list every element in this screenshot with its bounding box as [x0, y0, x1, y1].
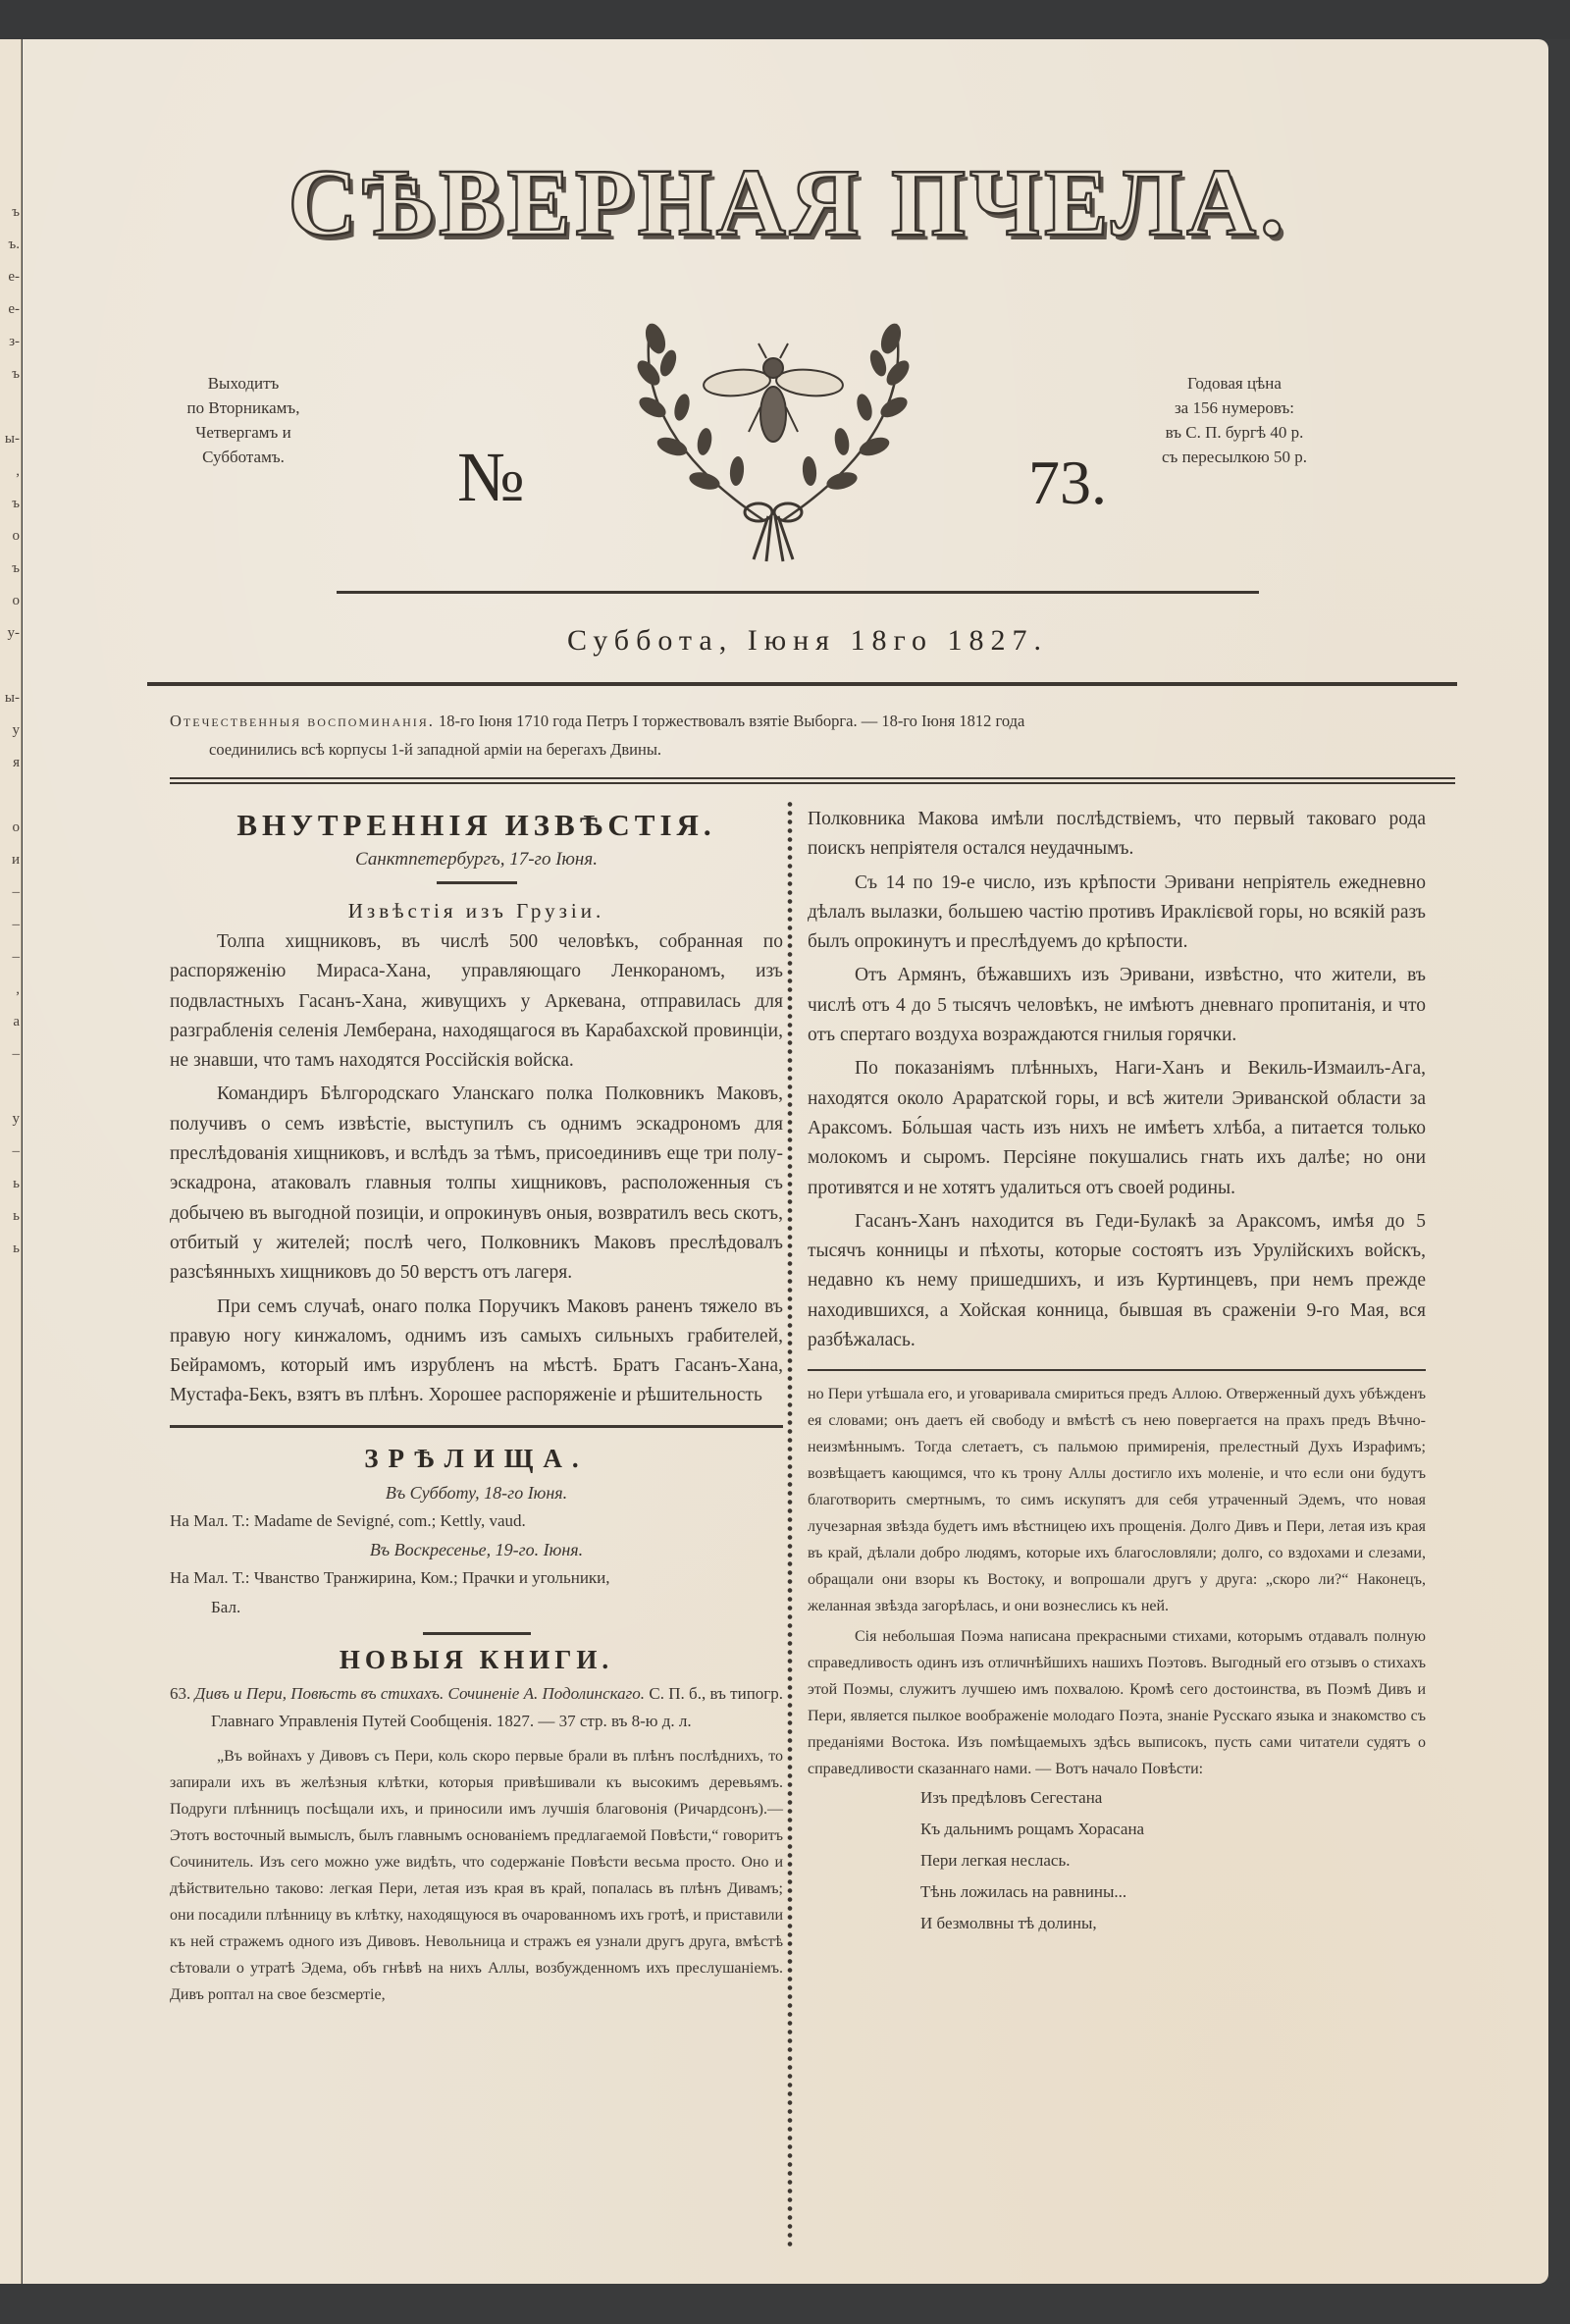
internal-news-dateline: Санктпетербургъ, 17-го Іюня.	[355, 849, 598, 870]
margin-letter: –	[12, 884, 20, 900]
news-paragraph: По показаніямъ плѣнныхъ, Наги-Ханъ и Векиль-Измаилъ-Ага, находятся около Араратской горы, и всѣ жители Эриванской области за Араксомъ. Бо́льшая часть изъ нихъ не имѣетъ хлѣба, а питается только молокомъ и сыромъ. Персіяне покушались гнать ихъ далѣе; но они противятся и не хотятъ удалиться отъ своей родины.	[808, 1058, 1426, 1198]
review-paragraph: но Пери утѣшала его, и уговаривала смириться предъ Аллою. Отверженный духъ убѣжденъ ея словами; онъ даетъ ей свободу и вмѣстѣ съ нею повергается на прахъ предъ Вѣчно-неизмѣннымъ. Тогда слетаетъ, съ пальмою примиренія, прелестный Духъ Израфимъ; возвѣщаетъ кающимся, что къ трону Аллы достигло ихъ моленіе, и что если они будутъ благотворить смертнымъ, то симъ искупятъ для себя утраченный Эдемъ, что новая лучезарная звѣзда будетъ имъ вѣстницею ихъ прощенія. Долго Дивъ и Пери, летая изъ края въ край, дѣлали добро людямъ, которые ихъ благословляли; долго, со вздохами и слезами, обращали они взоры къ Востоку, и вопрошали другъ у друга: „скоро ли?“ Наконецъ, желанная звѣзда загорѣлась, и они вознеслись къ ней.	[808, 1386, 1426, 1615]
new-books-heading: НОВЫЯ КНИГИ.	[339, 1644, 614, 1674]
margin-letter: ь	[13, 1241, 20, 1256]
left-column	[170, 805, 783, 2008]
bee-wreath-emblem-icon	[611, 304, 935, 569]
margin-letter: ь	[13, 1208, 20, 1224]
news-paragraph: Отъ Армянъ, бѣжавшихъ изъ Эривани, извѣстно, что жители, въ числѣ отъ 4 до 5 тысячъ человѣкъ, не имѣютъ дневнаго пропитанія, и что отъ спертаго воздуха возраждаются гнилыя горячки.	[808, 965, 1426, 1046]
margin-letter: ъ	[12, 560, 20, 576]
schedule-line: по Вторникамъ,	[186, 398, 300, 417]
margin-letter: ъ	[12, 366, 20, 382]
memorial-notice	[170, 707, 1455, 764]
margin-letter: –	[12, 1046, 20, 1062]
margin-letter: о	[12, 819, 20, 835]
section-rule	[808, 1369, 1426, 1371]
schedule-line: Четвергамъ и	[195, 423, 291, 442]
price-line: за 156 нумеровъ:	[1174, 398, 1295, 417]
internal-news-heading: ВНУТРЕННІЯ ИЗВѢСТІЯ.	[236, 808, 716, 842]
book-entry-title: Дивъ и Пери, Повѣсть въ стихахъ. Сочиненіе А. Подолинскаго.	[194, 1683, 646, 1703]
publication-schedule	[170, 371, 317, 469]
margin-letter	[0, 1071, 20, 1103]
margin-letter: ъ	[12, 496, 20, 511]
short-rule	[437, 881, 517, 884]
dateline-rule-top	[337, 591, 1259, 594]
margin-letter	[0, 391, 20, 423]
margin-letter: я	[13, 755, 20, 770]
review-paragraph: Сія небольшая Поэма написана прекрасными стихами, которымъ отдавалъ полную справедливость одинъ изъ отличнѣйшихъ нашихъ Поэтовъ. Выгодный его отзывъ о стихахъ этой Поэмы, служитъ лучшею имъ похвалою. Кромѣ сего достоинства, въ Поэмѣ Дивъ и Пери, является пылкое воображеніе молодаго Поэта, знаніе Русскаго языка и знакомство съ преданіями Востока. Изъ помѣщаемыхъ здѣсь выписокъ, пусть сами читатели судятъ о справедливости сказаннаго нами. — Вотъ начало Повѣсти:	[808, 1628, 1426, 1778]
margin-letter: е-	[8, 269, 20, 285]
margin-letter: –	[12, 917, 20, 932]
schedule-line: Субботамъ.	[202, 448, 285, 466]
margin-letter: ,	[16, 981, 20, 997]
margin-letter: з-	[9, 334, 20, 349]
georgia-news-heading: Извѣстія изъ Грузіи.	[347, 899, 605, 923]
margin-letter: ы-	[4, 431, 20, 447]
poem-excerpt	[808, 1782, 1426, 1939]
margin-letter: е-	[8, 301, 20, 317]
price-line: съ пересылкою 50 р.	[1162, 448, 1307, 466]
poem-line: Изъ предѣловъ Сегестана	[920, 1788, 1103, 1808]
margin-letter	[0, 650, 20, 682]
poem-line: И безмолвны тѣ долины,	[920, 1914, 1097, 1933]
margin-letter: –	[12, 949, 20, 965]
price-line: въ С. П. бургѣ 40 р.	[1165, 423, 1304, 442]
margin-letter: а	[13, 1014, 20, 1030]
news-paragraph: Съ 14 по 19-е число, изъ крѣпости Эривани непріятель ежедневно дѣлалъ вылазки, большею частію противъ Ираклієвой горы, но всякій разъ былъ опрокинутъ и преслѣдуемъ до крѣпости.	[808, 872, 1426, 953]
section-rule	[170, 1425, 783, 1428]
news-paragraph: Полковника Макова имѣли послѣдствіемъ, что первый таковаго рода поискъ непріятеля остался неудачнымъ.	[808, 809, 1426, 860]
theatre-day: Въ Воскресенье, 19-го. Іюня.	[369, 1539, 584, 1559]
numero-sign: №	[457, 438, 525, 516]
news-paragraph: Толпа хищниковъ, въ числѣ 500 человѣкъ, собранная по распоряженію Мираса-Хана, управляющаго Ленкораномъ, изъ подвластныхъ Гасанъ-Хана, живущихъ у Аркевана, отправилась для разграбленія селенія Лемберана, находящагося въ Карабахской провинціи, не знавши, что тамъ находятся Россійскія войска.	[170, 931, 783, 1072]
book-entry	[170, 1680, 783, 1735]
margin-letter: о	[12, 593, 20, 608]
short-rule	[423, 1632, 531, 1635]
margin-letter: ь	[13, 1176, 20, 1191]
memorial-text-cont: соединились всѣ корпусы 1-й западной арміи на берегахъ Двины.	[209, 740, 662, 759]
margin-fragment	[0, 196, 20, 1265]
review-paragraph: „Въ войнахъ у Дивовъ съ Пери, коль скоро первые брали въ плѣнъ послѣднихъ, то запирали ихъ въ желѣзныя клѣтки, которыя привѣшивали къ высокимъ деревьямъ. Подруги плѣнницъ посѣщали ихъ, и приносили имъ лучшія благовонія (Ричардсонъ).— Этотъ восточный вымыслъ, былъ главнымъ основаніемъ предлагаемой Повѣсти,“ говоритъ Сочинитель. Изъ сего можно уже видѣть, что содержаніе Повѣсти весьма просто. Оно и дѣйствительно таково: легкая Пери, летая изъ края въ край, попалась въ плѣнъ Дивамъ; они посадили плѣнницу въ клѣтку, находящуюся въ очарованномъ ихъ гротѣ, и приставили къ ней стражемъ одного изъ Дивовъ. Невольница и стражъ ея узнали другъ друга, вмѣстѣ сѣтовали о утратѣ Эдема, объ гнѣвѣ на нихъ Аллы, возбужденномъ ихъ преслушаніемъ. Дивъ роптал на свое безсмертіе,	[170, 1747, 783, 2003]
dateline-rule-bottom	[147, 682, 1457, 686]
masthead-title: СѢВЕРНАЯ ПЧЕЛА.	[288, 150, 1288, 256]
right-column	[808, 805, 1426, 1939]
poem-line: Пери легкая неслась.	[920, 1851, 1071, 1871]
poem-line: Тѣнь ложилась на равнины...	[920, 1882, 1127, 1902]
margin-letter: и	[11, 852, 20, 868]
theatre-listing-cont: Бал.	[211, 1597, 241, 1616]
margin-letter: у	[12, 1111, 20, 1127]
section-double-rule	[170, 777, 1455, 784]
margin-letter: ъ	[12, 204, 20, 220]
theatre-listing: На Мал. Т.: Madame de Sevigné, com.; Kettly, vaud.	[170, 1510, 526, 1530]
margin-letter: –	[12, 1143, 20, 1159]
book-entry-number: 63.	[170, 1683, 191, 1703]
schedule-line: Выходитъ	[207, 374, 280, 393]
theatre-listing: На Мал. Т.: Чванство Транжирина, Ком.; Прачки и угольники,	[170, 1567, 610, 1587]
column-divider	[785, 800, 795, 2247]
memorial-text: 18-го Іюня 1710 года Петръ I торжествовалъ взятіе Выборга. — 18-го Іюня 1812 года	[439, 712, 1025, 730]
margin-letter	[0, 779, 20, 812]
poem-line: Къ дальнимъ рощамъ Хорасана	[920, 1820, 1145, 1839]
margin-letter: ы-	[4, 690, 20, 706]
scan-backdrop	[0, 0, 1570, 39]
news-paragraph: Командиръ Бѣлгородскаго Уланскаго полка Полковникъ Маковъ, получивъ о семъ извѣстіе, выступилъ съ однимъ эскадрономъ для преслѣдованія хищниковъ, и вслѣдъ за тѣмъ, присоединивъ еще три полу-эскадрона, атаковалъ главныя толпы хищниковъ, расположенныя съ добычею въ выгодной позиціи, и опрокинувъ оныя, возвратилъ весь скотъ, отбитый у жителей; послѣ чего, Полковникъ Маковъ преслѣдовалъ разсѣянныхъ хищниковъ до 50 верстъ отъ лагеря.	[170, 1083, 783, 1284]
subscription-price	[1141, 371, 1328, 469]
margin-letter: у	[12, 722, 20, 738]
margin-letter: у-	[7, 625, 20, 641]
margin-letter: ъ.	[8, 237, 20, 252]
issue-dateline: Суббота, Іюня 18го 1827.	[566, 624, 1049, 657]
theatre-heading: ЗРѢЛИЩА.	[364, 1443, 589, 1473]
news-paragraph: Гасанъ-Ханъ находится въ Геди-Булакѣ за Араксомъ, имѣя до 5 тысячъ конницы и пѣхоты, которые состоятъ изъ Урулійскихъ войскъ, недавно къ нему пришедшихъ, и изъ Куртинцевъ, при немъ прежде находившихся, а Хойская конница, бывшая въ сраженіи 9-го Мая, вся разбѣжалась.	[808, 1210, 1426, 1351]
margin-letter: ,	[16, 463, 20, 479]
theatre-day: Въ Субботу, 18-го Іюня.	[385, 1482, 568, 1503]
newspaper-page	[23, 39, 1548, 2284]
news-paragraph: При семъ случаѣ, онаго полка Поручикъ Маковъ раненъ тяжело въ правую ногу кинжаломъ, однимъ изъ самыхъ сильныхъ грабителей, Бейрамомъ, который имъ изрубленъ на мѣстѣ. Братъ Гасанъ-Хана, Мустафа-Бекъ, взятъ въ плѣнъ. Хорошее распоряженіе и рѣшительность	[170, 1295, 783, 1406]
margin-letter: о	[12, 528, 20, 544]
book-entry-details: С. П. б., въ типогр. Главнаго Управленія Путей Сообщенія. 1827. — 37 стр. въ 8-ю д. л.	[211, 1683, 784, 1730]
price-line: Годовая цѣна	[1187, 374, 1282, 393]
previous-page-edge	[0, 39, 22, 2284]
memorial-lead: Отечественныя воспоминанія.	[170, 712, 435, 730]
issue-number: 73.	[1028, 448, 1107, 517]
